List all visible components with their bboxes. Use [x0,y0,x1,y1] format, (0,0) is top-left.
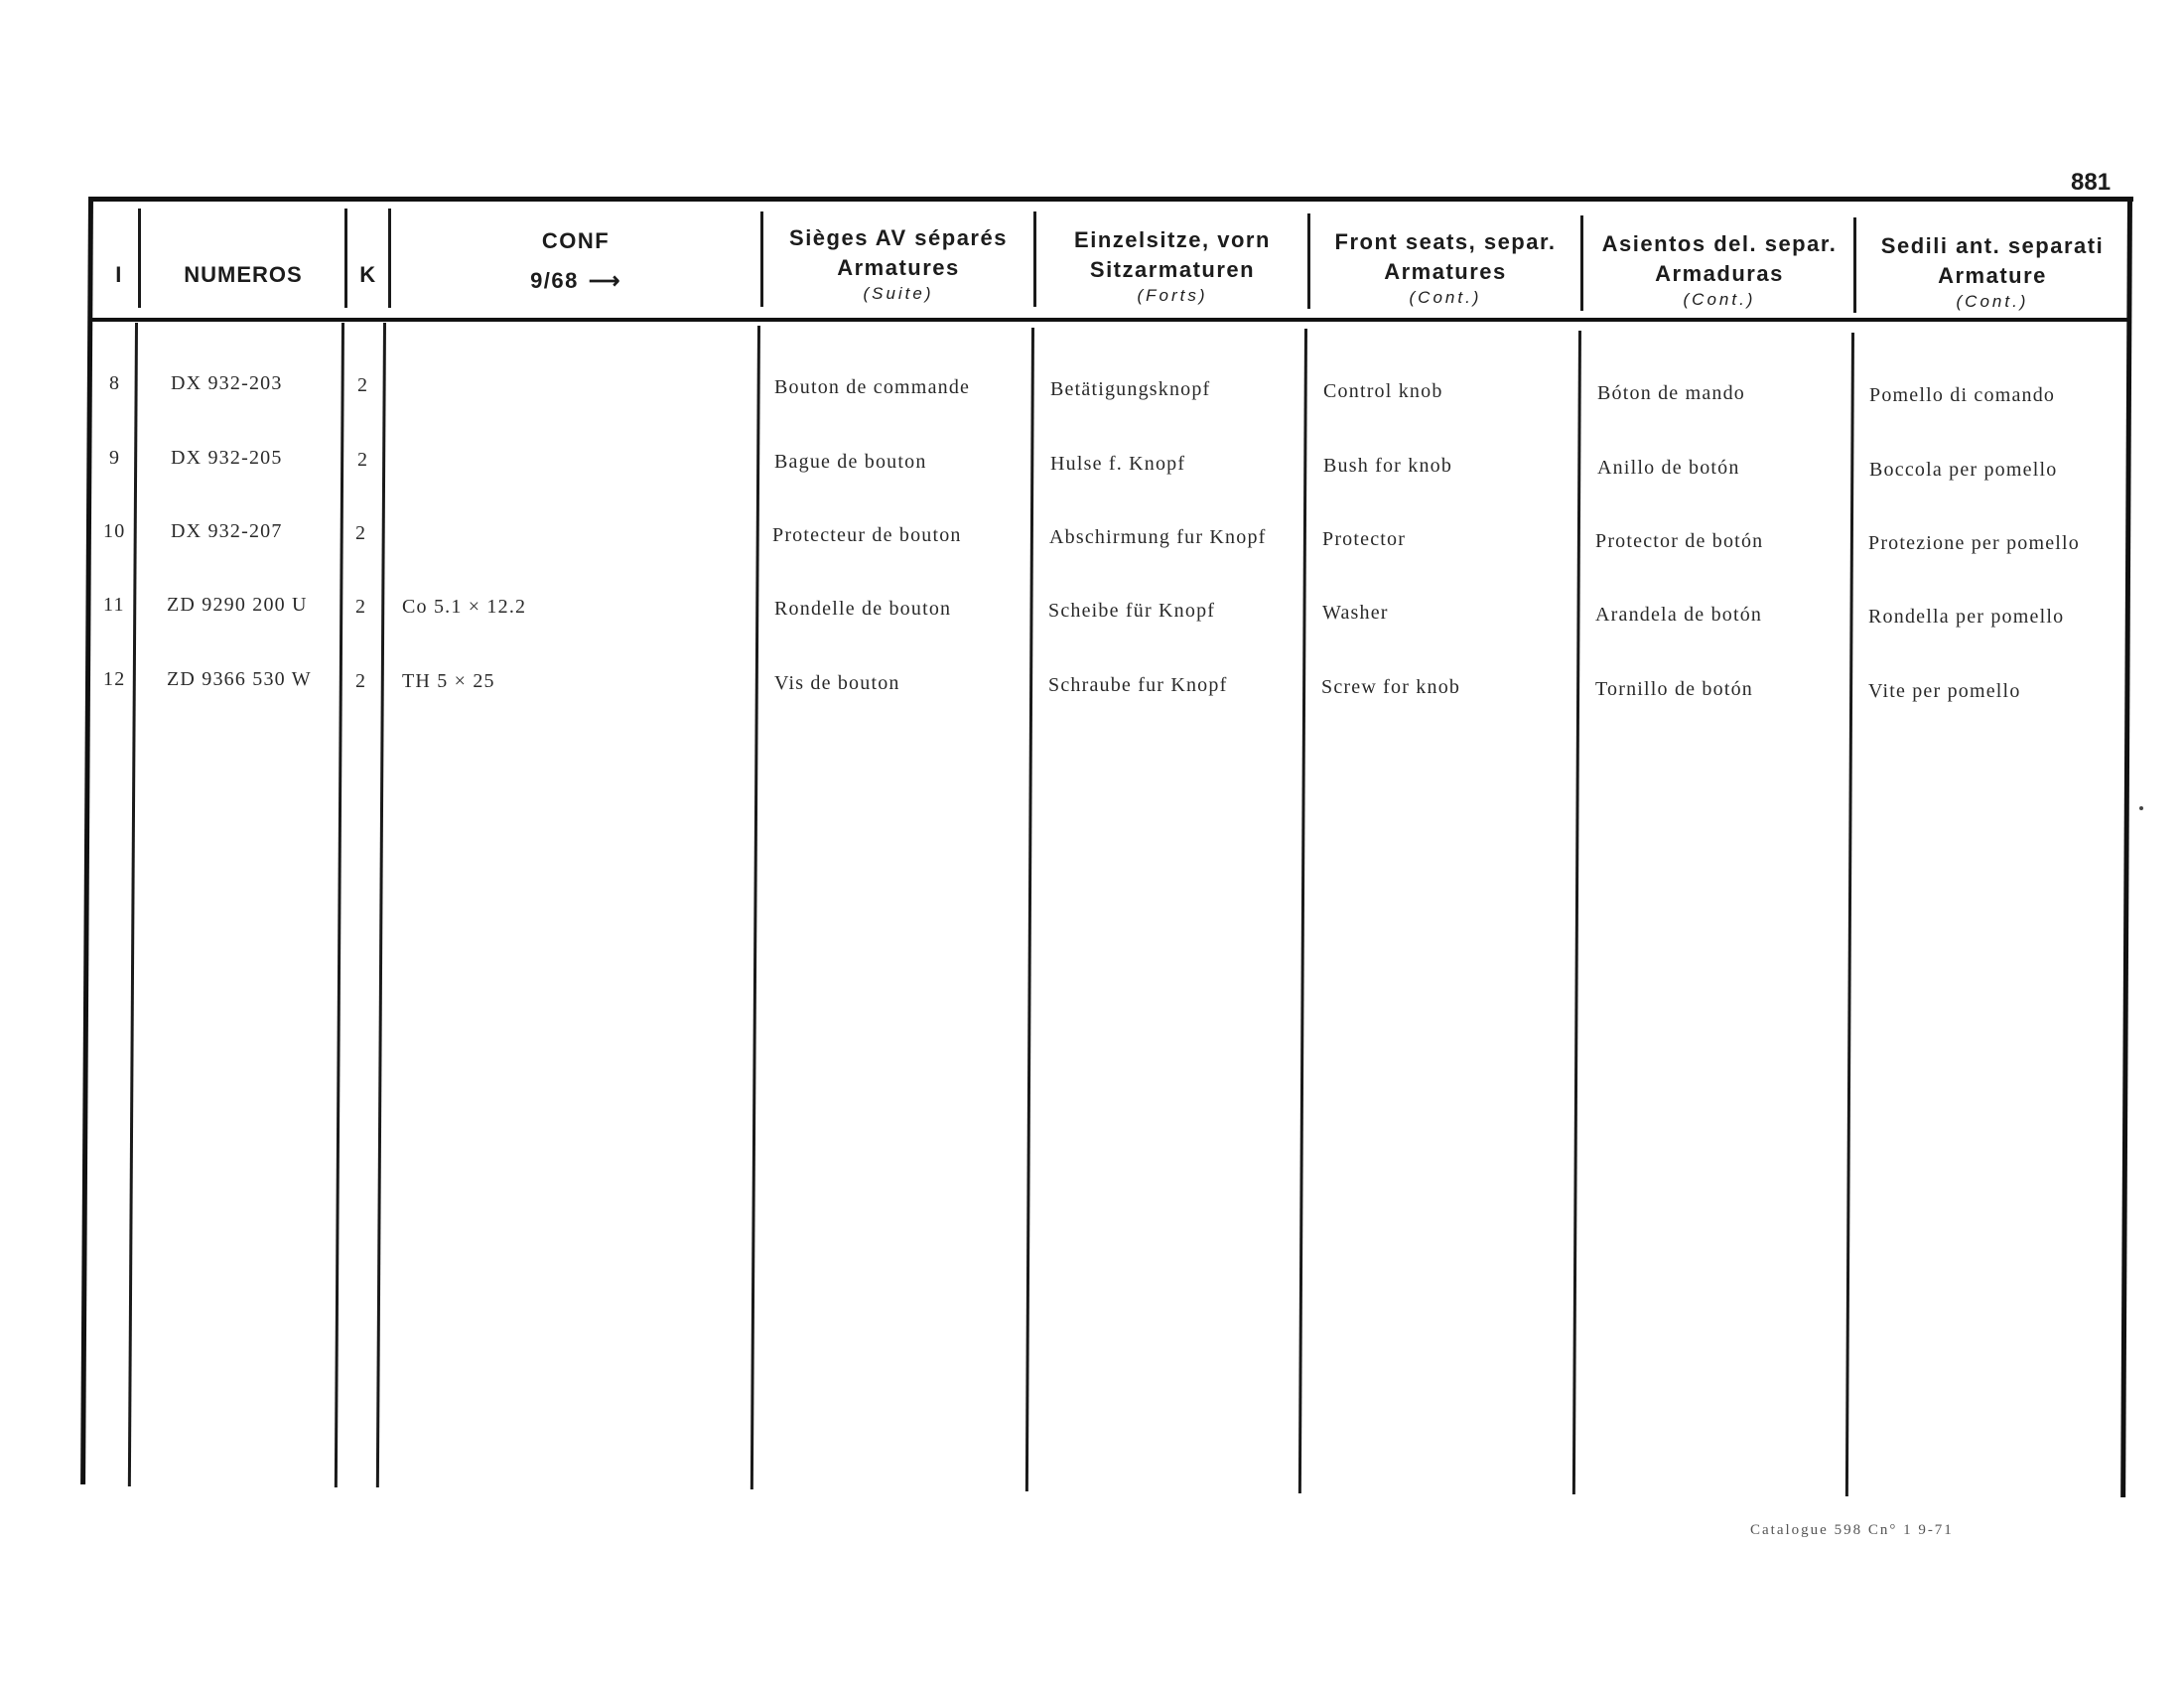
desc-english: Bush for knob [1323,455,1453,477]
quantity-k: 2 [355,670,367,692]
header-spanish [1585,229,1853,311]
column-divider [1025,328,1034,1491]
column-divider [760,211,763,307]
header-italian [1858,231,2126,313]
quantity-k: 2 [357,449,369,471]
page-number: 881 [2071,169,2112,196]
quantity-k: 2 [355,596,367,618]
desc-italian: Pomello di comando [1869,384,2056,406]
header-conf [397,226,754,296]
header-italian-line1: Sedili ant. separati [1880,233,2105,258]
desc-german: Scheibe für Knopf [1048,600,1216,622]
desc-french: Rondelle de bouton [774,598,952,620]
column-divider [138,209,141,308]
desc-spanish: Anillo de botón [1597,457,1740,479]
header-i: I [115,262,123,287]
frame-top-border [91,197,2133,202]
desc-spanish: Tornillo de botón [1595,678,1753,700]
header-conf-date [397,266,754,296]
desc-french: Bague de bouton [774,451,927,473]
row-index: 8 [109,372,121,394]
arrow-right-icon: ⟶ [588,268,621,293]
header-german [1038,225,1306,307]
desc-english: Control knob [1323,380,1443,402]
header-spanish-line2: Armaduras [1655,261,1784,286]
header-german-line3: (Forts) [1137,286,1208,305]
frame-right-border [2120,197,2132,1497]
header-conf-date-text: 9/68 [530,268,579,293]
column-divider [128,323,138,1486]
desc-english: Protector [1322,528,1407,550]
desc-spanish: Bóton de mando [1597,382,1746,404]
desc-italian: Vite per pomello [1868,680,2021,702]
catalogue-reference: Catalogue 598 Cn° 1 9-71 [1750,1522,1954,1538]
column-divider [1033,211,1036,307]
desc-spanish: Arandela de botón [1595,604,1763,626]
column-divider [1298,329,1307,1493]
column-divider [335,323,344,1487]
column-divider [344,209,347,308]
header-english-line3: (Cont.) [1409,288,1482,307]
desc-english: Screw for knob [1321,676,1461,698]
row-index: 11 [103,594,125,616]
desc-german: Hulse f. Knopf [1050,453,1186,475]
desc-italian: Rondella per pomello [1868,606,2065,628]
header-divider [91,318,2127,322]
column-divider [1572,331,1581,1494]
speck-mark [2139,806,2143,810]
header-german-line1: Einzelsitze, vorn [1074,227,1271,252]
header-english-line2: Armatures [1384,259,1507,284]
quantity-k: 2 [355,522,367,544]
header-k: K [359,262,377,287]
desc-german: Abschirmung fur Knopf [1049,526,1267,548]
part-number: DX 932-205 [171,447,283,469]
column-divider [1580,215,1583,311]
row-index: 12 [103,668,126,690]
part-number: ZD 9366 530 W [167,668,312,690]
conf-spec: Co 5.1 × 12.2 [402,596,527,618]
header-italian-line2: Armature [1938,263,2047,288]
part-number: DX 932-207 [171,520,283,542]
header-spanish-line3: (Cont.) [1683,290,1756,309]
quantity-k: 2 [357,374,369,396]
header-conf-title: CONF [541,228,611,253]
desc-german: Betätigungsknopf [1050,378,1211,400]
header-german-line2: Sitzarmaturen [1089,257,1256,282]
desc-italian: Boccola per pomello [1869,459,2058,481]
desc-german: Schraube fur Knopf [1048,674,1228,696]
header-english [1311,227,1579,309]
row-index: 9 [109,447,121,469]
header-french-line1: Sièges AV séparés [789,225,1008,250]
desc-spanish: Protector de botón [1595,530,1764,552]
header-french-line3: (Suite) [863,284,934,303]
column-divider [388,209,391,308]
header-italian-line3: (Cont.) [1956,292,2029,311]
column-divider [376,323,386,1487]
header-french-line2: Armatures [837,255,960,280]
part-number: ZD 9290 200 U [167,594,308,616]
header-spanish-line1: Asientos del. separ. [1601,231,1838,256]
desc-french: Vis de bouton [774,672,900,694]
desc-french: Bouton de commande [774,376,971,398]
header-english-line1: Front seats, separ. [1334,229,1557,254]
desc-french: Protecteur de bouton [772,524,962,546]
column-divider [1307,213,1310,309]
frame-left-border [80,197,93,1484]
part-number: DX 932-203 [171,372,283,394]
conf-spec: TH 5 × 25 [402,670,495,692]
header-french [764,223,1032,305]
column-divider [1845,333,1854,1496]
header-numeros: NUMEROS [184,262,303,287]
column-divider [1853,217,1856,313]
row-index: 10 [103,520,126,542]
desc-english: Washer [1322,602,1389,624]
column-divider [751,326,760,1489]
desc-italian: Protezione per pomello [1868,532,2081,554]
